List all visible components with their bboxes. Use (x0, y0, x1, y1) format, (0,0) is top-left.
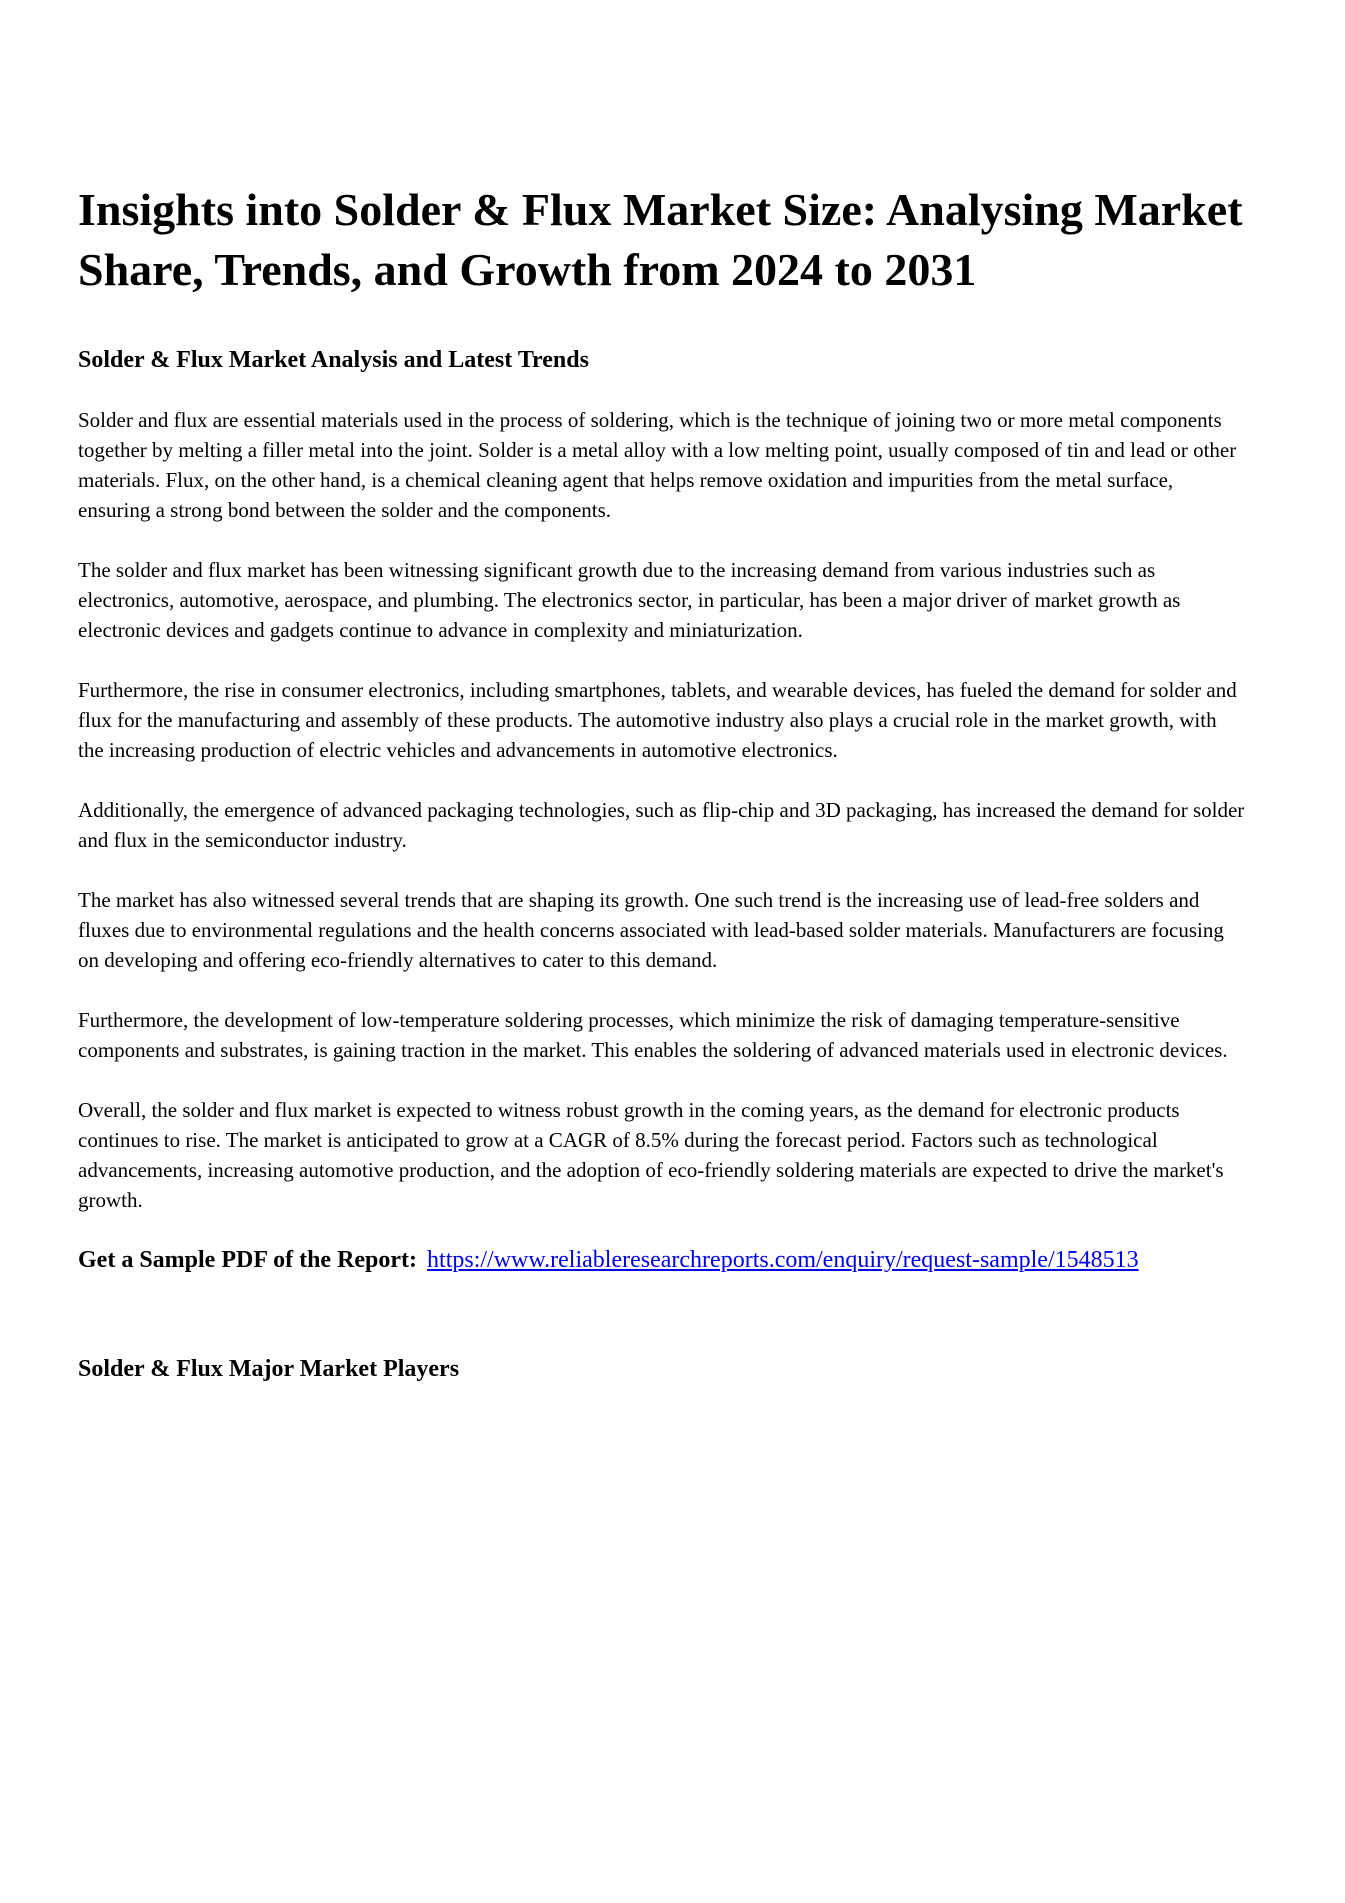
paragraph-advanced-packaging: Additionally, the emergence of advanced packaging technologies, such as flip-chip and 3D packaging, has increased the demand for solder and flux in the semiconductor industry. (78, 798, 1245, 852)
sample-pdf-link[interactable]: https://www.reliableresearchreports.com/enquiry/request-sample/1548513 (427, 1247, 1139, 1273)
paragraph-intro: Solder and flux are essential materials used in the process of soldering, which is the technique of joining two or more metal components together by melting a filler metal into the joint. Solder is a metal alloy with a low melting point, usually composed of tin and lead or other materials. Flux, on the other hand, is a chemical cleaning agent that helps remove oxidation and impurities from the metal surface, ensuring a strong bond between the solder and the components. (78, 408, 1237, 522)
paragraph-consumer-electronics: Furthermore, the rise in consumer electronics, including smartphones, tablets, and wearable devices, has fueled the demand for solder and flux for the manufacturing and assembly of these products. The automotive industry also plays a crucial role in the market growth, with the increasing production of electric vehicles and advancements in automotive electronics. (78, 678, 1237, 762)
players-heading: Solder & Flux Major Market Players (78, 1356, 460, 1382)
paragraph-cagr-outlook: Overall, the solder and flux market is expected to witness robust growth in the coming years, as the demand for electronic products continues to rise. The market is anticipated to grow at a CAGR of 8.5% during the forecast period. Factors such as technological advancements, increasing automotive production, and the adoption of eco-friendly soldering materials are expected to drive the market's growth. (78, 1098, 1224, 1212)
paragraph-low-temperature: Furthermore, the development of low-temperature soldering processes, which minimize the risk of damaging temperature-sensitive components and substrates, is gaining traction in the market. This enables the soldering of advanced materials used in electronic devices. (78, 1008, 1228, 1062)
section-heading-analysis: Solder & Flux Market Analysis and Latest Trends (78, 347, 589, 373)
paragraph-lead-free-trend: The market has also witnessed several trends that are shaping its growth. One such trend is the increasing use of lead-free solders and fluxes due to environmental regulations and the health concerns associated with lead-based solder materials. Manufacturers are focusing on developing and offering eco-friendly alternatives to cater to this demand. (78, 888, 1224, 972)
sample-pdf-line (78, 1245, 1245, 1275)
paragraph-market-growth: The solder and flux market has been witnessing significant growth due to the increasing demand from various industries such as electronics, automotive, aerospace, and plumbing. The electronics sector, in particular, has been a major driver of market growth as electronic devices and gadgets continue to advance in complexity and miniaturization. (78, 558, 1181, 642)
article-title: Insights into Solder & Flux Market Size: Analysing Market Share, Trends, and Growth from 2024 to 2031 (78, 184, 1243, 295)
sample-pdf-label: Get a Sample PDF of the Report: (78, 1247, 418, 1273)
